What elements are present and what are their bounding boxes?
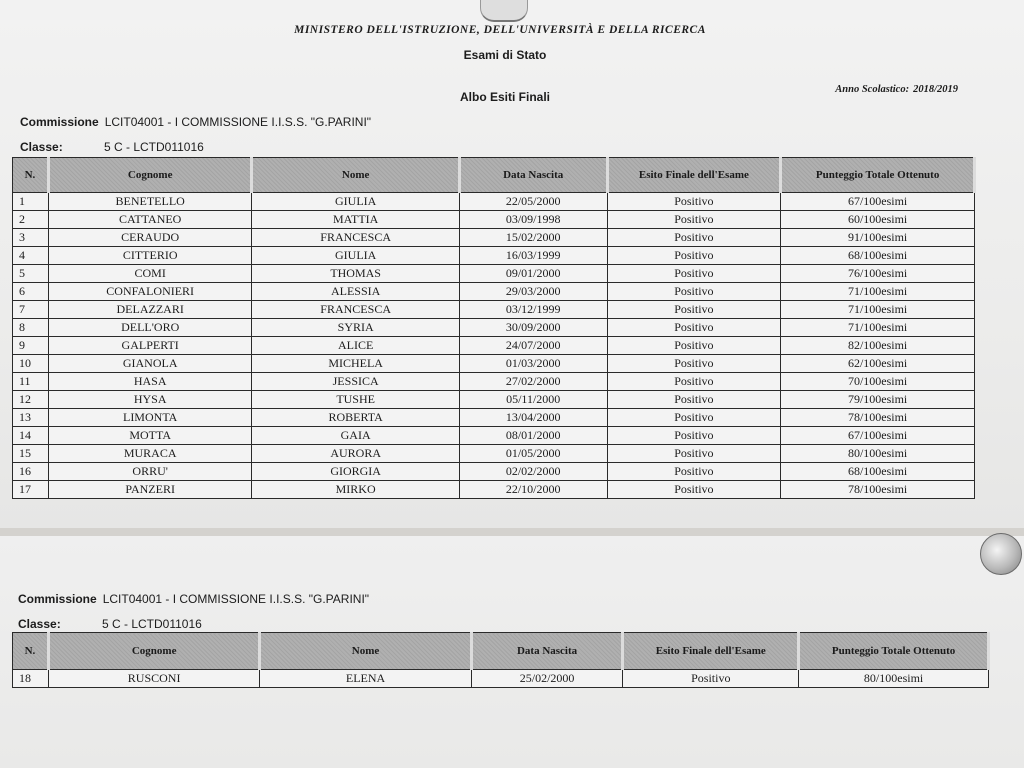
birth-date-cell: 15/02/2000 bbox=[459, 229, 607, 247]
birth-date-cell: 25/02/2000 bbox=[471, 670, 623, 688]
birth-date-cell: 09/01/2000 bbox=[459, 265, 607, 283]
table-row bbox=[13, 463, 975, 481]
commission-line bbox=[20, 115, 371, 129]
birth-date-cell: 03/12/1999 bbox=[459, 301, 607, 319]
surname-cell: CONFALONIERI bbox=[48, 283, 252, 301]
total-score-cell: 70/100esimi bbox=[781, 373, 975, 391]
exam-result-cell: Positivo bbox=[607, 445, 781, 463]
class-line bbox=[18, 617, 202, 631]
first-name-cell: JESSICA bbox=[252, 373, 459, 391]
first-name-cell: ALICE bbox=[252, 337, 459, 355]
col-number-header: N. bbox=[13, 158, 49, 193]
surname-cell: MURACA bbox=[48, 445, 252, 463]
exam-result-cell: Positivo bbox=[607, 373, 781, 391]
exam-result-cell: Positivo bbox=[607, 391, 781, 409]
table-row bbox=[13, 265, 975, 283]
surname-cell: MOTTA bbox=[48, 427, 252, 445]
commission-label: Commissione bbox=[20, 115, 99, 129]
row-number-cell: 8 bbox=[13, 319, 49, 337]
birth-date-cell: 03/09/1998 bbox=[459, 211, 607, 229]
birth-date-cell: 13/04/2000 bbox=[459, 409, 607, 427]
surname-cell: DELAZZARI bbox=[48, 301, 252, 319]
school-year-value: 2018/2019 bbox=[913, 84, 958, 95]
results-table-body bbox=[13, 193, 975, 499]
school-year-label: Anno Scolastico: bbox=[835, 84, 910, 95]
table-row bbox=[13, 319, 975, 337]
first-name-cell: GIULIA bbox=[252, 247, 459, 265]
birth-date-cell: 22/10/2000 bbox=[459, 481, 607, 499]
results-table-continued-body bbox=[13, 670, 989, 688]
class-value: 5 C - LCTD011016 bbox=[102, 617, 202, 631]
row-number-cell: 7 bbox=[13, 301, 49, 319]
exam-result-cell: Positivo bbox=[607, 229, 781, 247]
row-number-cell: 4 bbox=[13, 247, 49, 265]
row-number-cell: 15 bbox=[13, 445, 49, 463]
exam-result-cell: Positivo bbox=[607, 463, 781, 481]
row-number-cell: 12 bbox=[13, 391, 49, 409]
surname-cell: CITTERIO bbox=[48, 247, 252, 265]
commission-label: Commissione bbox=[18, 592, 97, 606]
commission-value: LCIT04001 - I COMMISSIONE I.I.S.S. "G.PARINI" bbox=[104, 115, 372, 129]
surname-cell: GIANOLA bbox=[48, 355, 252, 373]
col-total-score-header: Punteggio Totale Ottenuto bbox=[799, 633, 989, 670]
exam-result-cell: Positivo bbox=[607, 283, 781, 301]
table-row bbox=[13, 427, 975, 445]
col-exam-result-header: Esito Finale dell'Esame bbox=[623, 633, 799, 670]
surname-cell: HASA bbox=[48, 373, 252, 391]
table-row bbox=[13, 283, 975, 301]
col-birth-date-header: Data Nascita bbox=[459, 158, 607, 193]
exam-result-cell: Positivo bbox=[607, 247, 781, 265]
col-first-name-header: Nome bbox=[252, 158, 459, 193]
table-row bbox=[13, 337, 975, 355]
surname-cell: ORRU' bbox=[48, 463, 252, 481]
total-score-cell: 68/100esimi bbox=[781, 463, 975, 481]
first-name-cell: GAIA bbox=[252, 427, 459, 445]
table-row bbox=[13, 670, 989, 688]
table-row bbox=[13, 481, 975, 499]
row-number-cell: 11 bbox=[13, 373, 49, 391]
row-number-cell: 14 bbox=[13, 427, 49, 445]
surname-cell: PANZERI bbox=[48, 481, 252, 499]
total-score-cell: 67/100esimi bbox=[781, 427, 975, 445]
report-title: Albo Esiti Finali bbox=[459, 90, 550, 104]
surname-cell: COMI bbox=[48, 265, 252, 283]
birth-date-cell: 08/01/2000 bbox=[459, 427, 607, 445]
surname-cell: GALPERTI bbox=[48, 337, 252, 355]
row-number-cell: 17 bbox=[13, 481, 49, 499]
col-surname-header: Cognome bbox=[48, 633, 259, 670]
surname-cell: HYSA bbox=[48, 391, 252, 409]
school-year bbox=[835, 84, 958, 95]
total-score-cell: 71/100esimi bbox=[781, 283, 975, 301]
first-name-cell: TUSHE bbox=[252, 391, 459, 409]
first-name-cell: ELENA bbox=[260, 670, 471, 688]
birth-date-cell: 24/07/2000 bbox=[459, 337, 607, 355]
first-name-cell: THOMAS bbox=[252, 265, 459, 283]
first-name-cell: FRANCESCA bbox=[252, 229, 459, 247]
birth-date-cell: 29/03/2000 bbox=[459, 283, 607, 301]
exam-result-cell: Positivo bbox=[607, 337, 781, 355]
table-row bbox=[13, 229, 975, 247]
total-score-cell: 62/100esimi bbox=[781, 355, 975, 373]
total-score-cell: 91/100esimi bbox=[781, 229, 975, 247]
class-label: Classe: bbox=[18, 617, 61, 631]
total-score-cell: 71/100esimi bbox=[781, 301, 975, 319]
surname-cell: DELL'ORO bbox=[48, 319, 252, 337]
first-name-cell: ALESSIA bbox=[252, 283, 459, 301]
first-name-cell: GIULIA bbox=[252, 193, 459, 211]
birth-date-cell: 01/03/2000 bbox=[459, 355, 607, 373]
birth-date-cell: 05/11/2000 bbox=[459, 391, 607, 409]
surname-cell: RUSCONI bbox=[48, 670, 259, 688]
birth-date-cell: 02/02/2000 bbox=[459, 463, 607, 481]
surname-cell: BENETELLO bbox=[48, 193, 252, 211]
col-exam-result-header: Esito Finale dell'Esame bbox=[607, 158, 781, 193]
table-header-row bbox=[13, 633, 989, 670]
class-label: Classe: bbox=[20, 140, 63, 154]
total-score-cell: 71/100esimi bbox=[781, 319, 975, 337]
birth-date-cell: 22/05/2000 bbox=[459, 193, 607, 211]
exam-result-cell: Positivo bbox=[607, 301, 781, 319]
results-table bbox=[12, 157, 976, 499]
total-score-cell: 78/100esimi bbox=[781, 409, 975, 427]
birth-date-cell: 30/09/2000 bbox=[459, 319, 607, 337]
ministry-title: MINISTERO DELL'ISTRUZIONE, DELL'UNIVERSITÀ E DELLA RICERCA bbox=[294, 24, 706, 36]
first-name-cell: FRANCESCA bbox=[252, 301, 459, 319]
birth-date-cell: 27/02/2000 bbox=[459, 373, 607, 391]
exam-result-cell: Positivo bbox=[607, 319, 781, 337]
table-row bbox=[13, 247, 975, 265]
exam-result-cell: Positivo bbox=[607, 355, 781, 373]
first-name-cell: MIRKO bbox=[252, 481, 459, 499]
table-row bbox=[13, 211, 975, 229]
commission-value: LCIT04001 - I COMMISSIONE I.I.S.S. "G.PARINI" bbox=[102, 592, 370, 606]
total-score-cell: 60/100esimi bbox=[781, 211, 975, 229]
first-name-cell: GIORGIA bbox=[252, 463, 459, 481]
table-row bbox=[13, 355, 975, 373]
table-row bbox=[13, 193, 975, 211]
exam-result-cell: Positivo bbox=[607, 193, 781, 211]
exam-result-cell: Positivo bbox=[607, 265, 781, 283]
col-total-score-header: Punteggio Totale Ottenuto bbox=[781, 158, 975, 193]
first-name-cell: MICHELA bbox=[252, 355, 459, 373]
col-surname-header: Cognome bbox=[48, 158, 252, 193]
first-name-cell: SYRIA bbox=[252, 319, 459, 337]
first-name-cell: MATTIA bbox=[252, 211, 459, 229]
exam-title: Esami di Stato bbox=[463, 48, 547, 62]
row-number-cell: 3 bbox=[13, 229, 49, 247]
col-number-header: N. bbox=[13, 633, 49, 670]
exam-result-cell: Positivo bbox=[623, 670, 799, 688]
surname-cell: LIMONTA bbox=[48, 409, 252, 427]
birth-date-cell: 01/05/2000 bbox=[459, 445, 607, 463]
total-score-cell: 67/100esimi bbox=[781, 193, 975, 211]
surname-cell: CATTANEO bbox=[48, 211, 252, 229]
first-name-cell: ROBERTA bbox=[252, 409, 459, 427]
total-score-cell: 82/100esimi bbox=[781, 337, 975, 355]
results-table-continued bbox=[12, 632, 990, 688]
row-number-cell: 1 bbox=[13, 193, 49, 211]
pushpin-icon bbox=[980, 533, 1022, 575]
row-number-cell: 9 bbox=[13, 337, 49, 355]
birth-date-cell: 16/03/1999 bbox=[459, 247, 607, 265]
table-row bbox=[13, 391, 975, 409]
republic-emblem-icon bbox=[480, 0, 528, 22]
col-birth-date-header: Data Nascita bbox=[471, 633, 623, 670]
table-header-row bbox=[13, 158, 975, 193]
exam-result-cell: Positivo bbox=[607, 211, 781, 229]
first-name-cell: AURORA bbox=[252, 445, 459, 463]
row-number-cell: 10 bbox=[13, 355, 49, 373]
exam-result-cell: Positivo bbox=[607, 481, 781, 499]
exam-result-cell: Positivo bbox=[607, 427, 781, 445]
total-score-cell: 68/100esimi bbox=[781, 247, 975, 265]
total-score-cell: 76/100esimi bbox=[781, 265, 975, 283]
row-number-cell: 2 bbox=[13, 211, 49, 229]
row-number-cell: 5 bbox=[13, 265, 49, 283]
row-number-cell: 13 bbox=[13, 409, 49, 427]
total-score-cell: 79/100esimi bbox=[781, 391, 975, 409]
surname-cell: CERAUDO bbox=[48, 229, 252, 247]
table-row bbox=[13, 445, 975, 463]
table-row bbox=[13, 301, 975, 319]
table-row bbox=[13, 373, 975, 391]
row-number-cell: 16 bbox=[13, 463, 49, 481]
total-score-cell: 78/100esimi bbox=[781, 481, 975, 499]
row-number-cell: 6 bbox=[13, 283, 49, 301]
row-number-cell: 18 bbox=[13, 670, 49, 688]
class-line bbox=[20, 140, 204, 154]
class-value: 5 C - LCTD011016 bbox=[104, 140, 204, 154]
exam-result-cell: Positivo bbox=[607, 409, 781, 427]
total-score-cell: 80/100esimi bbox=[799, 670, 989, 688]
col-first-name-header: Nome bbox=[260, 633, 471, 670]
total-score-cell: 80/100esimi bbox=[781, 445, 975, 463]
table-row bbox=[13, 409, 975, 427]
commission-line bbox=[18, 592, 369, 606]
